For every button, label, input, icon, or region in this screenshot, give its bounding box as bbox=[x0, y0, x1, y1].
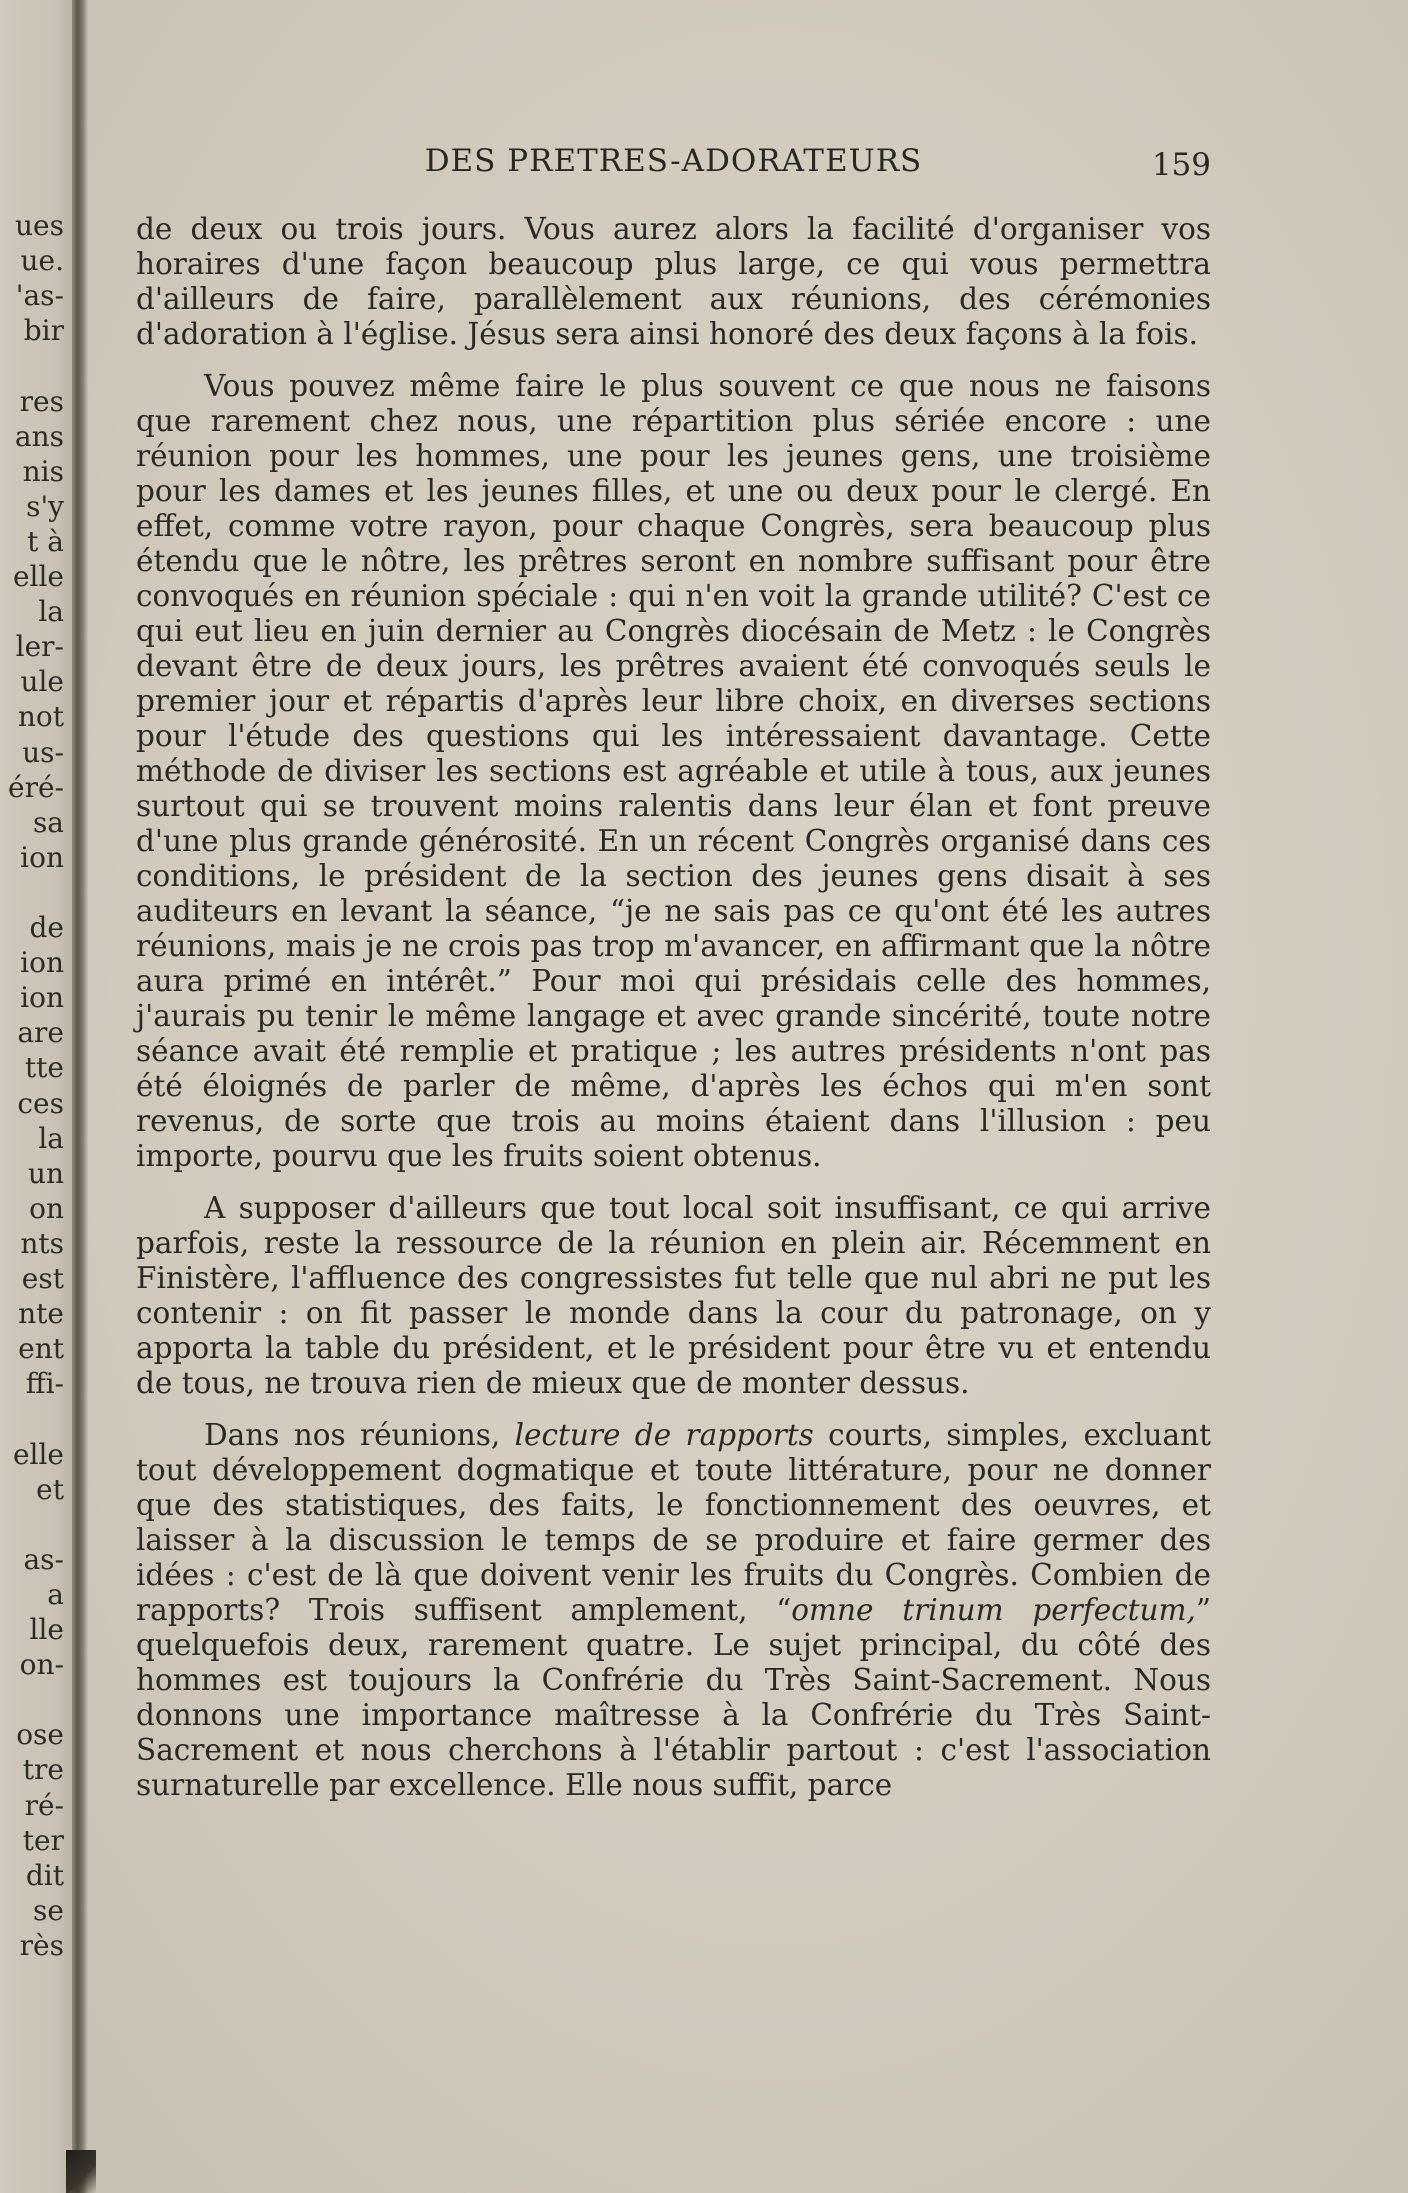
facing-page-fragment: s'y bbox=[26, 489, 64, 523]
book-gutter bbox=[72, 0, 88, 2193]
text-run: A supposer d'ailleurs que tout local soit insuffisant, ce qui arrive parfois, reste la ressource de la réunion en plein air. Récemment en Finistère, l'affluence des congressistes fut telle que nul abri ne put les contenir : on fit passer le monde dans la cour du patronage, on y apporta la table du président, et le président pour être vu et entendu de tous, ne trouva rien de mieux que de monter dessus. bbox=[136, 1191, 1211, 1400]
facing-page-fragment: t à bbox=[27, 524, 64, 558]
facing-page-fragment: a bbox=[47, 1577, 64, 1611]
facing-page-fragment: ler- bbox=[15, 630, 64, 664]
text-run: Vous pouvez même faire le plus souvent ce que nous ne faisons que rarement chez nous, une répartition plus sériée encore : une réunion pour les hommes, une pour les jeunes gens, une troisième pour les dames et les jeunes filles, et une ou deux pour le clergé. En effet, comme votre rayon, pour chaque Congrès, sera beaucoup plus étendu que le nôtre, les prêtres seront en nombre suffisant pour être convoqués en réunion spéciale : qui n'en voit la grande utilité? C'est ce qui eut lieu en juin dernier au Congrès diocésain de Metz : le Congrès devant être de deux jours, les prêtres avaient été convoqués seuls le premier jour et répartis d'après leur libre choix, en diverses sections pour l'étude des questions qui les intéressaient davantage. Cette méthode de diviser les sections est agréable et utile à tous, aux jeunes surtout qui se trouvent moins ralentis dans leur élan et font preuve d'une plus grande générosité. En un récent Congrès organisé dans ces conditions, le président de la section des jeunes gens disait à ses auditeurs en levant la séance, “je ne sais pas ce qu'ont été les autres réunions, mais je ne crois pas trop m'avancer, en affirmant que la nôtre aura primé en intérêt.” Pour moi qui présidais celle des hommes, j'aurais pu tenir le même langage et avec grande sincérité, toute notre séance avait été remplie et pratique ; les autres présidents n'ont pas été éloignés de parler de même, d'après les échos qui m'en sont revenus, de sorte que trois au moins étaient dans l'illusion : peu importe, pourvu que les fruits soient obtenus. bbox=[136, 369, 1211, 1173]
facing-page-fragment: nis bbox=[22, 454, 64, 488]
text-run: courts, simples, excluant tout développement dogmatique et toute littérature, pour ne donner que des statistiques, des faits, le fonctionnement des oeuvres, et laisser à la discussion le temps de se produire et faire germer des idées : c'est de là que doivent venir les fruits du Congrès. Combien de rapports? Trois suffisent amplement, “ bbox=[136, 1418, 1211, 1627]
facing-page-fragment: rès bbox=[19, 1928, 64, 1962]
paragraph bbox=[136, 212, 1211, 352]
facing-page-fragment: lle bbox=[29, 1613, 64, 1646]
facing-page-fragment: ues bbox=[15, 209, 64, 242]
facing-page-fragment: on bbox=[29, 1191, 64, 1225]
text-run: de deux ou trois jours. Vous aurez alors la facilité d'organiser vos horaires d'une façon beaucoup plus large, ce qui vous permettra d'ailleurs de faire, parallèlement aux réunions, des cérémonies d'adoration à l'église. Jésus sera ainsi honoré des deux façons à la fois. bbox=[136, 212, 1211, 351]
facing-page-fragment: la bbox=[38, 595, 64, 629]
facing-page-fragment: ule bbox=[20, 665, 64, 699]
facing-page-fragment: sa bbox=[32, 805, 64, 839]
facing-page-fragment: la bbox=[38, 1121, 64, 1155]
facing-page-fragment: are bbox=[17, 1016, 64, 1050]
facing-page-fragment: se bbox=[33, 1893, 64, 1927]
running-title: DES PRETRES-ADORATEURS bbox=[424, 143, 923, 179]
facing-page-fragment: res bbox=[19, 384, 64, 418]
facing-page-fragment: ffi- bbox=[25, 1367, 64, 1401]
facing-page-fragment: dit bbox=[25, 1858, 64, 1892]
gutter-shadow bbox=[66, 2150, 96, 2193]
facing-page-fragment: ter bbox=[22, 1823, 64, 1857]
facing-page-fragment: ue. bbox=[20, 244, 64, 278]
facing-page-fragment: as- bbox=[23, 1542, 64, 1576]
facing-page-fragment: ion bbox=[20, 981, 64, 1015]
facing-page-fragment: et bbox=[36, 1472, 64, 1506]
facing-page-fragment: ion bbox=[20, 946, 64, 980]
facing-page-fragment: not bbox=[17, 700, 64, 734]
facing-page-fragment: bir bbox=[23, 314, 64, 348]
page-number: 159 bbox=[1151, 147, 1211, 183]
running-header bbox=[136, 143, 1211, 183]
facing-page-edge bbox=[0, 0, 78, 2193]
text-run: ” quelquefois deux, rarement quatre. Le sujet principal, du côté des hommes est toujours la Confrérie du Très Saint-Sacrement. Nous donnons une importance maîtresse à la Confrérie du Très Saint-Sacrement et nous cherchons à l'établir partout : c'est l'association surnaturelle par excellence. Elle nous suffit, parce bbox=[136, 1593, 1211, 1802]
facing-page-fragment: elle bbox=[12, 1437, 64, 1471]
facing-page-fragment: ose bbox=[16, 1718, 64, 1752]
text-run: Dans nos réunions, bbox=[204, 1418, 515, 1452]
facing-page-fragment: ent bbox=[18, 1332, 64, 1366]
facing-page-fragment: ces bbox=[17, 1086, 64, 1120]
paragraph bbox=[136, 369, 1211, 1174]
italic-phrase: omne trinum perfectum, bbox=[791, 1593, 1196, 1627]
facing-page-fragment: est bbox=[21, 1262, 64, 1295]
facing-page-fragment: elle bbox=[12, 560, 64, 593]
facing-page-fragment: tte bbox=[24, 1051, 64, 1085]
facing-page-fragment: éré- bbox=[8, 770, 64, 804]
facing-page-fragment: ans bbox=[14, 419, 64, 453]
facing-page-fragment: nte bbox=[18, 1297, 64, 1331]
facing-page-fragment: nts bbox=[20, 1226, 64, 1260]
facing-page-fragment: on- bbox=[19, 1648, 64, 1682]
body-text bbox=[136, 212, 1211, 1803]
paragraph bbox=[136, 1418, 1211, 1803]
facing-page-fragment: ré- bbox=[24, 1788, 64, 1822]
facing-page-fragment: de bbox=[29, 911, 64, 944]
facing-page-fragment: 'as- bbox=[15, 279, 64, 313]
italic-phrase: lecture de rapports bbox=[514, 1418, 814, 1452]
facing-page-fragment: ion bbox=[20, 840, 64, 874]
paragraph bbox=[136, 1191, 1211, 1401]
facing-page-fragment: tre bbox=[22, 1753, 64, 1787]
facing-page-fragment: un bbox=[27, 1156, 64, 1190]
facing-page-fragment: us- bbox=[22, 735, 64, 769]
